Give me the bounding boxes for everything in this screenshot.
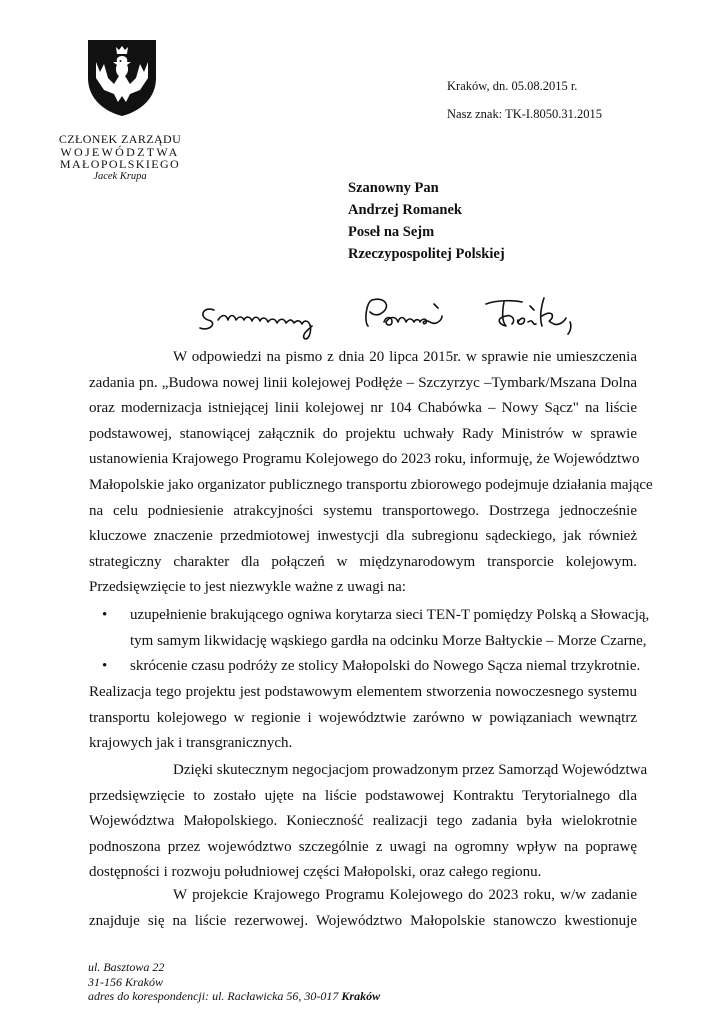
paragraph-2-line: transportu kolejowego w regionie i województwie zarówno w powiązaniach wewnątrz — [89, 709, 637, 726]
paragraph-1-line: strategiczny charakter dla połączeń w międzynarodowym transporcie kolejowym. — [89, 553, 637, 570]
recipient-line4: Rzeczypospolitej Polskiej — [348, 246, 505, 262]
paragraph-1-line: podstawowej, stanowiącej załącznik do projektu uchwały Rady Ministrów w sprawie — [89, 425, 637, 442]
paragraph-4 — [89, 883, 637, 934]
paragraph-1-line: zadania pn. „Budowa nowej linii kolejowej Podłęże – Szczyrzyc –Tymbark/Mszana Dolna — [89, 374, 637, 391]
paragraph-1-line: ustanowienia Krajowego Programu Kolejowego do 2023 roku, informuję, że Województwo — [89, 451, 640, 468]
bullet-text: tym samym likwidację wąskiego gardła na odcinku Morze Bałtyckie – Morze Czarne, — [130, 632, 647, 649]
list-item — [100, 654, 640, 680]
list-item — [100, 603, 650, 629]
paragraph-3 — [89, 758, 648, 886]
paragraph-3-line: Województwa Małopolskiego. Konieczność realizacji tego zadania była wielokrotnie — [89, 813, 637, 830]
paragraph-3-line: dostępności i rozwoju południowej części Małopolski, oraz całego regionu. — [89, 864, 542, 881]
sender-block — [40, 133, 200, 183]
footer-street: ul. Basztowa 22 — [88, 960, 165, 974]
footer-correspondence-text: adres do korespondencji: ul. Racławicka 56, 30-017 — [88, 989, 342, 1003]
paragraph-1-line: oraz modernizacja istniejącej linii kolejowej nr 104 Chabówka – Nowy Sącz" na liście — [89, 400, 637, 417]
sender-name: Jacek Krupa — [93, 170, 147, 182]
sender-title-line3: MAŁOPOLSKIEGO — [59, 157, 181, 171]
footer-postal: 31-156 Kraków — [88, 974, 163, 989]
bullet-icon: • — [102, 607, 108, 623]
paragraph-1-line: Przedsięwzięcie to jest niezwykle ważne z uwagi na: — [89, 579, 406, 596]
paragraph-4-line: znajduje się na liście rezerwowej. Województwo Małopolskie stanowczo kwestionuje — [89, 912, 637, 929]
footer-correspondence-city: Kraków — [341, 989, 381, 1003]
recipient-line1: Szanowny Pan — [348, 180, 439, 196]
bullet-icon: • — [102, 658, 108, 675]
paragraph-3-line: podnoszona przez województwo szczególnie z uwagi na ogromny wpływ na poprawę — [89, 838, 637, 855]
coat-of-arms-logo — [86, 38, 158, 118]
sender-title-line2: WOJEWÓDZTWA — [60, 144, 180, 159]
sender-title-line1: CZŁONEK ZARZĄDU — [58, 132, 182, 146]
paragraph-2-line: Realizacja tego projektu jest podstawowym elementem stworzenia nowoczesnego systemu — [89, 684, 637, 700]
bullet-list — [100, 603, 650, 680]
footer-correspondence — [88, 989, 380, 1004]
paragraph-2-line: krajowych jak i transgranicznych. — [89, 735, 293, 752]
paragraph-1-line: na celu podniesienie atrakcyjności systemu transportowego. Dostrzega jednocześnie — [89, 502, 637, 519]
paragraph-1-line: Małopolskie jako organizator publicznego transportu zbiorowego podejmuje działania mające — [89, 476, 653, 493]
list-item-continuation — [100, 629, 647, 655]
paragraph-4-line: W projekcie Krajowego Programu Kolejowego do 2023 roku, w/w zadanie — [173, 887, 637, 903]
handwritten-salutation — [196, 292, 576, 348]
paragraph-2 — [89, 680, 637, 757]
recipient-line3: Poseł na Sejm — [348, 224, 435, 240]
paragraph-1-line: W odpowiedzi na pismo z dnia 20 lipca 2015r. w sprawie nie umieszczenia — [173, 349, 637, 365]
footer-address — [88, 960, 380, 1004]
recipient-block — [348, 177, 505, 265]
recipient-line2: Andrzej Romanek — [348, 202, 462, 218]
bullet-text: skrócenie czasu podróży ze stolicy Małopolski do Nowego Sącza niemal trzykrotnie. — [130, 658, 641, 675]
paragraph-1 — [89, 345, 653, 601]
place-date: Kraków, dn. 05.08.2015 r. — [447, 79, 578, 93]
paragraph-3-line: przedsięwzięcie to zostało ujęte na liście podstawowej Kontraktu Terytorialnego dla — [89, 787, 637, 804]
bullet-text: uzupełnienie brakującego ogniwa korytarza sieci TEN-T pomiędzy Polską a Słowacją, — [130, 607, 650, 623]
paragraph-3-line: Dzięki skutecznym negocjacjom prowadzonym przez Samorząd Województwa — [173, 762, 648, 778]
reference-number: Nasz znak: TK-I.8050.31.2015 — [447, 107, 602, 121]
paragraph-1-line: kluczowe znaczenie przedmiotowej inwestycji dla subregionu sądeckiego, jak również — [89, 528, 637, 545]
